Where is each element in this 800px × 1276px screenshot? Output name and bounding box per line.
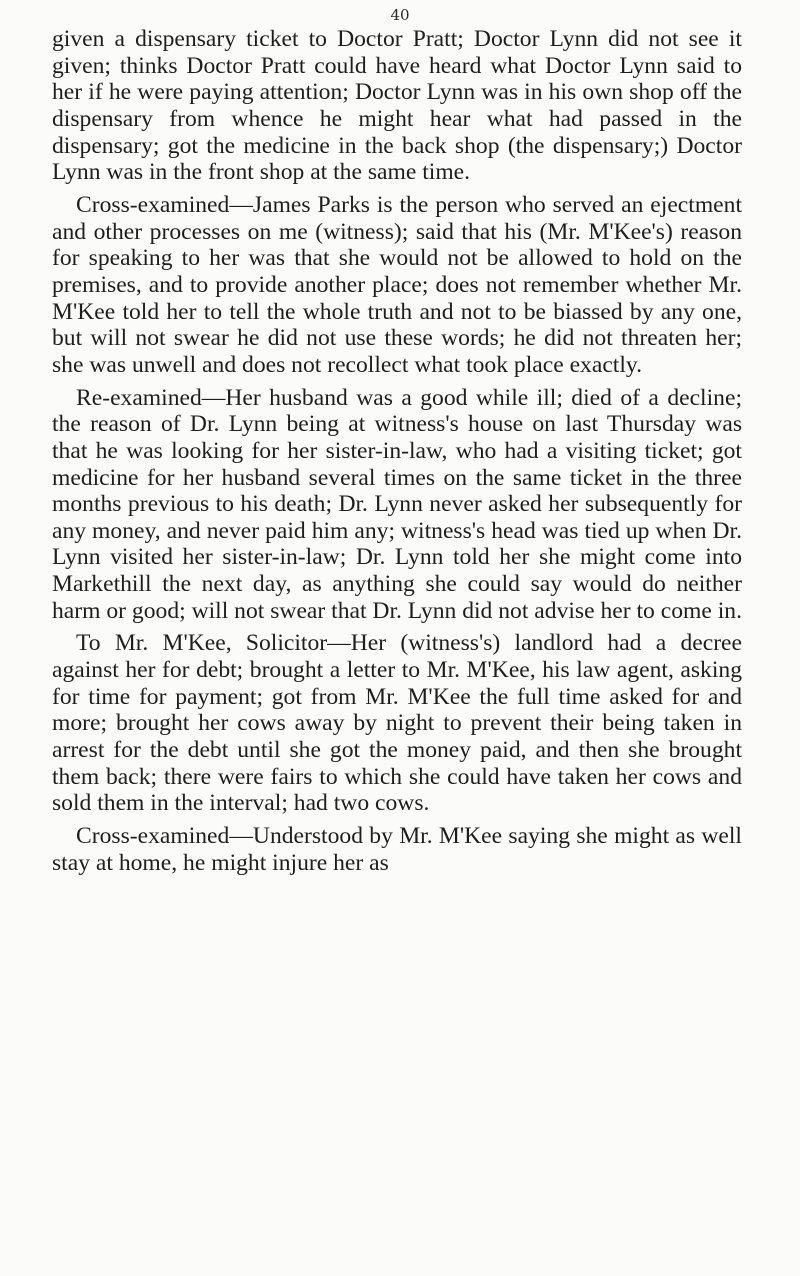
paragraph-4: To Mr. M'Kee, Solicitor—Her (witness's) landlord had a decree against her for debt; brought a letter to Mr. M'Kee, his law agent, asking for time for payment; got from Mr. M'Kee the full time asked for and more; brought her cows away by night to prevent their being taken in arrest for the debt until she got the money paid, and then she brought them back; there were fairs to which she could have taken her cows and sold them in the interval; had two cows. — [52, 630, 742, 817]
paragraph-1: given a dispensary ticket to Doctor Pratt; Doctor Lynn did not see it given; thinks Doctor Pratt could have heard what Doctor Lynn said to her if he were paying attention; Doctor Lynn was in his own shop off the dispensary from whence he might hear what had passed in the dispensary; got the medicine in the back shop (the dispensary;) Doctor Lynn was in the front shop at the same time. — [52, 26, 742, 186]
paragraph-5: Cross-examined—Understood by Mr. M'Kee saying she might as well stay at home, he might injure her as — [52, 823, 742, 876]
paragraph-3: Re-examined—Her husband was a good while ill; died of a decline; the reason of Dr. Lynn being at witness's house on last Thursday was that he was looking for her sister-in-law, who had a visiting ticket; got medicine for her husband several times on the same ticket in the three months previous to his death; Dr. Lynn never asked her subsequently for any money, and never paid him any; witness's head was tied up when Dr. Lynn visited her sister-in-law; Dr. Lynn told her she might come into Markethill the next day, as anything she could say would do neither harm or good; will not swear that Dr. Lynn did not advise her to come in. — [52, 384, 742, 624]
paragraph-2: Cross-examined—James Parks is the person who served an ejectment and other processes on me (witness); said that his (Mr. M'Kee's) reason for speaking to her was that she would not be allowed to hold on the premises, and to provide another place; does not remember whether Mr. M'Kee told her to tell the whole truth and not to be biassed by any one, but will not swear he did not use these words; he did not threaten her; she was unwell and does not recollect what took place exactly. — [52, 191, 742, 378]
body-text — [52, 26, 742, 876]
page-number: 40 — [390, 6, 410, 24]
